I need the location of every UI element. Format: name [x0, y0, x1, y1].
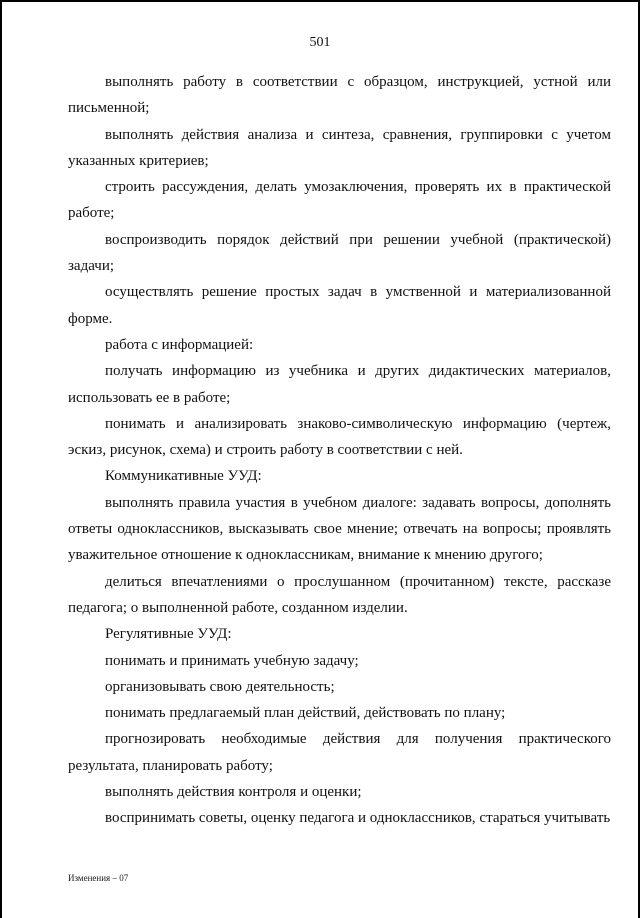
paragraph: организовывать свою деятельность;: [105, 678, 335, 695]
paragraph: делиться впечатлениями о прослушанном (прочитанном) тексте, рассказе педагога; о выполненной работе, созданном изделии.: [68, 573, 611, 616]
section-heading-communicative: Коммуникативные УУД:: [105, 468, 262, 485]
paragraph: выполнять действия контроля и оценки;: [105, 784, 362, 801]
paragraph: выполнять работу в соответствии с образцом, инструкцией, устной или письменной;: [68, 74, 611, 117]
page-number: 501: [309, 35, 331, 50]
paragraph: выполнять правила участия в учебном диалоге: задавать вопросы, дополнять ответы одноклассников, высказывать свое мнение; отвечать на вопросы; проявлять уважительное отношение к одноклассникам, внимание к мнению другого;: [68, 494, 611, 564]
paragraph: понимать и принимать учебную задачу;: [105, 652, 359, 669]
scan-border-top: [0, 0, 640, 2]
paragraph: понимать и анализировать знаково-символическую информацию (чертеж, эскиз, рисунок, схема) и строить работу в соответствии с ней.: [68, 415, 611, 459]
paragraph: выполнять действия анализа и синтеза, сравнения, группировки с учетом указанных критериев;: [68, 126, 611, 169]
paragraph: прогнозировать необходимые действия для получения практического результата, планировать работу;: [68, 731, 611, 774]
section-label-information: работа с информацией:: [105, 336, 254, 353]
paragraph: воспринимать советы, оценку педагога и одноклассников, стараться учитывать: [105, 810, 611, 827]
paragraph: строить рассуждения, делать умозаключения, проверять их в практической работе;: [68, 179, 611, 222]
paragraph: получать информацию из учебника и других дидактических материалов, использовать ее в работе;: [68, 363, 611, 406]
paragraph: воспроизводить порядок действий при решении учебной (практической) задачи;: [68, 231, 611, 275]
document-body: [68, 69, 611, 832]
scan-border-left: [0, 0, 2, 918]
footer-revision-note: Изменения – 07: [68, 873, 129, 883]
paragraph: осуществлять решение простых задач в умственной и материализованной форме.: [68, 284, 611, 327]
paragraph: понимать предлагаемый план действий, действовать по плану;: [105, 705, 506, 722]
section-heading-regulatory: Регулятивные УУД:: [105, 626, 232, 643]
